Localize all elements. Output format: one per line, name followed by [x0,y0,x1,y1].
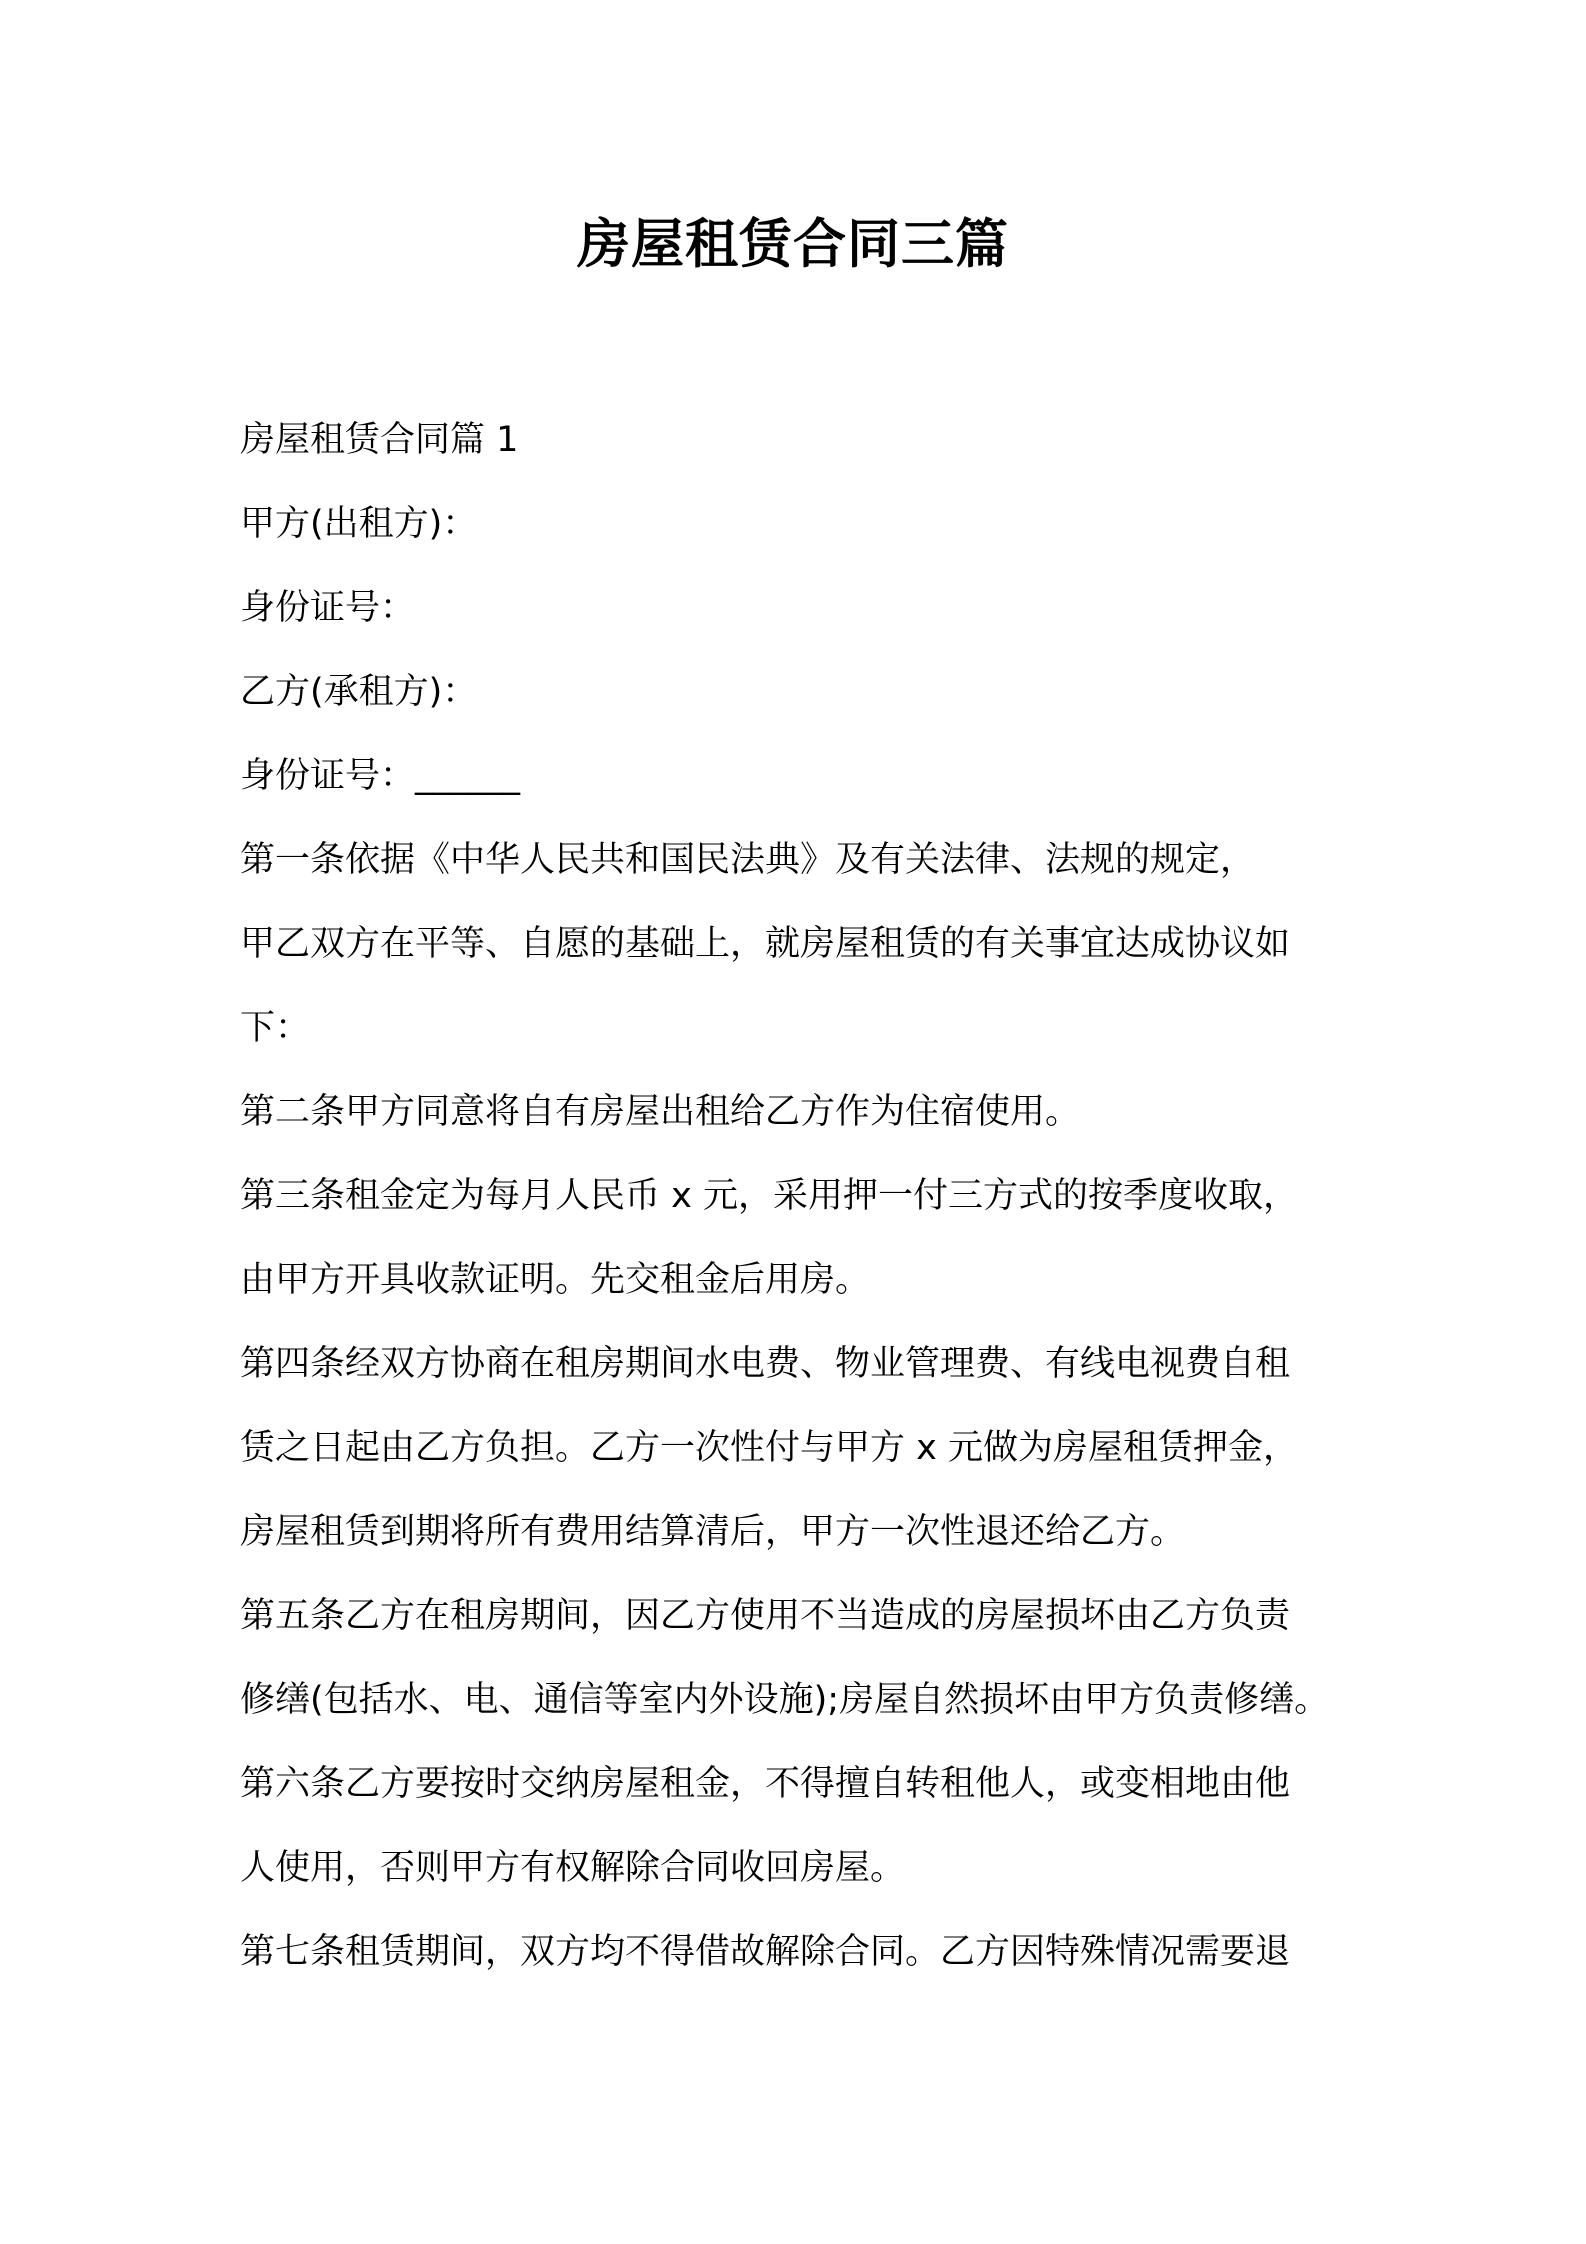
party-a-field: 甲方(出租方)： [240,504,478,544]
article-2 [240,1070,1365,1154]
article-7 [240,1910,1365,1994]
article-7-line-1: 第七条租赁期间，双方均不得借故解除合同。乙方因特殊情况需要退 [240,1932,1291,1972]
article-2-line-1: 第二条甲方同意将自有房屋出租给乙方作为住宿使用。 [240,1092,1081,1132]
article-5-line-2: 修缮(包括水、电、通信等室内外设施);房屋自然损坏由甲方负责修缮。 [240,1680,1330,1720]
article-3-line-1: 第三条租金定为每月人民币 x 元，采用押一付三方式的按季度收取， [240,1176,1298,1216]
article-6 [240,1742,1365,1910]
article-5-line-1: 第五条乙方在租房期间，因乙方使用不当造成的房屋损坏由乙方负责 [240,1596,1291,1636]
article-3-line-2: 由甲方开具收款证明。先交租金后用房。 [240,1260,871,1300]
article-6-line-2: 人使用，否则甲方有权解除合同收回房屋。 [240,1848,906,1888]
document-title: 房屋租赁合同三篇 [577,214,1009,275]
party-b-field: 乙方(承租方)： [240,672,478,712]
article-1-line-3: 下： [240,1008,311,1048]
article-4-line-1: 第四条经双方协商在租房期间水电费、物业管理费、有线电视费自租 [240,1344,1291,1384]
article-3 [240,1154,1365,1322]
party-b-id-field: 身份证号：______ [240,756,521,796]
article-6-line-1: 第六条乙方要按时交纳房屋租金，不得擅自转租他人，或变相地由他 [240,1764,1291,1804]
article-1-line-2: 甲乙双方在平等、自愿的基础上，就房屋租赁的有关事宜达成协议如 [240,924,1291,964]
article-1-line-1: 第一条依据《中华人民共和国民法典》及有关法律、法规的规定， [240,840,1256,880]
article-5 [240,1574,1365,1742]
article-1 [240,818,1365,1070]
article-4 [240,1322,1365,1574]
document-body [240,398,1365,1994]
party-a-id-field: 身份证号： [240,588,416,628]
article-4-line-2: 赁之日起由乙方负担。乙方一次性付与甲方 x 元做为房屋租赁押金， [240,1428,1298,1468]
article-4-line-3: 房屋租赁到期将所有费用结算清后，甲方一次性退还给乙方。 [240,1512,1186,1552]
section-heading: 房屋租赁合同篇 1 [240,420,519,460]
